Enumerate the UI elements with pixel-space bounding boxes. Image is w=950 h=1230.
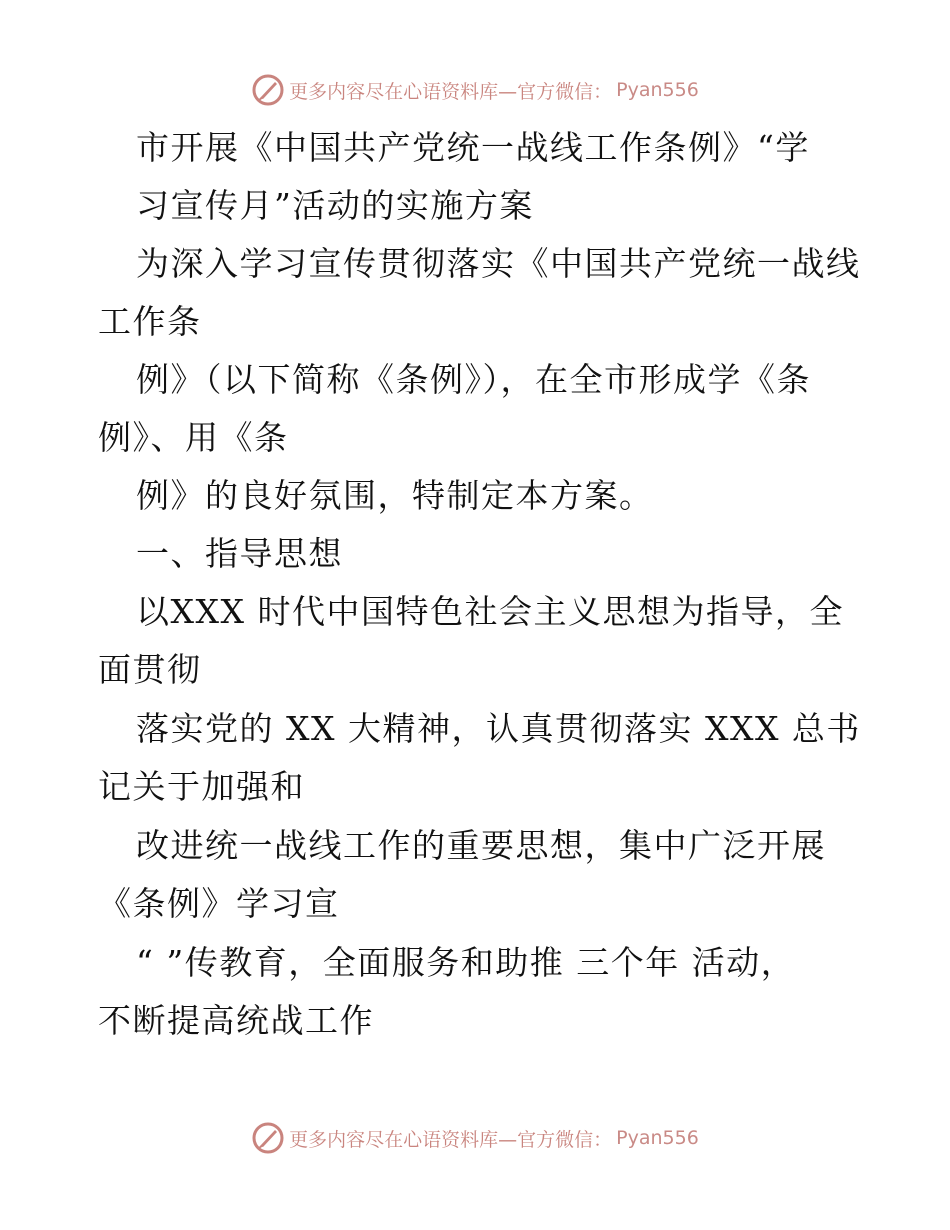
doc-line: 市开展《中国共产党统一战线工作条例》“学 [136, 128, 810, 167]
doc-line: 面贯彻 [98, 650, 202, 689]
quill-logo-icon [251, 1121, 285, 1155]
doc-line: 习宣传月”活动的实施方案 [136, 186, 534, 225]
doc-line: 以XXX 时代中国特色社会主义思想为指导，全 [136, 592, 844, 631]
doc-line: 例》（以下简称《条例》），在全市形成学《条 [136, 360, 811, 399]
doc-line: 例》、用《条 [98, 418, 289, 457]
quill-logo-icon [251, 73, 285, 107]
watermark-wechat-id: Pyan556 [616, 79, 699, 101]
section-heading: 一、指导思想 [136, 534, 343, 573]
doc-line: 例》的良好氛围，特制定本方案。 [136, 476, 654, 515]
doc-line: 改进统一战线工作的重要思想，集中广泛开展 [136, 826, 826, 865]
doc-line: 工作条 [98, 302, 202, 341]
header-watermark [0, 70, 950, 110]
watermark-wechat-id: Pyan556 [616, 1127, 699, 1149]
doc-line: 不断提高统战工作 [98, 1001, 374, 1040]
watermark-text: 更多内容尽在心语资料库—官方微信： [289, 80, 613, 103]
watermark-text: 更多内容尽在心语资料库—官方微信： [289, 1128, 613, 1151]
footer-watermark [0, 1118, 950, 1158]
doc-line: 记关于加强和 [98, 767, 305, 806]
doc-line: 《条例》学习宣 [98, 884, 340, 923]
doc-line: 落实党的 XX 大精神，认真贯彻落实 XXX 总书 [136, 709, 861, 748]
doc-line: “ ”传教育，全面服务和助推 三个年 活动， [136, 943, 796, 982]
doc-line: 为深入学习宣传贯彻落实《中国共产党统一战线 [136, 244, 861, 283]
